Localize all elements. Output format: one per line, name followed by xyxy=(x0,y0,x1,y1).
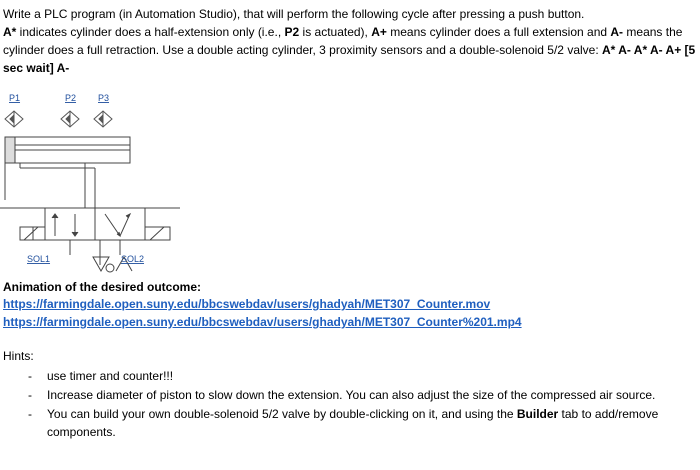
hint-text: Increase diameter of piston to slow down the extension. You can also adjust the size of the compressed air source. xyxy=(47,388,656,402)
bullet-dash: - xyxy=(28,388,32,402)
hint-text: use timer and counter!!! xyxy=(47,369,174,383)
solenoid-label-sol2: SOL2 xyxy=(121,254,145,264)
a-minus-text: means the cylinder does a full retraction. Use a double acting cylinder, 3 proximity sensors and a double-solenoid 5/2 valve: xyxy=(3,25,683,57)
a-star-text-1: indicates cylinder does a half-extension only (i.e., xyxy=(16,25,285,39)
intro-text: Write a PLC program (in Automation Studio), that will perform the following cycle after pressing a push button. xyxy=(3,7,585,21)
solenoid-actuator-left xyxy=(20,227,45,240)
animation-title: Animation of the desired outcome: xyxy=(3,280,202,294)
solenoid-actuator-right xyxy=(145,227,170,240)
proximity-sensor-icon xyxy=(61,111,79,127)
a-plus-text: means cylinder does a full extension and xyxy=(386,25,611,39)
hint-item xyxy=(0,405,690,441)
hint-item xyxy=(0,386,690,404)
builder-tab-name: Builder xyxy=(516,407,559,421)
sensor-label-p3: P3 xyxy=(98,93,110,103)
a-star-label: A* xyxy=(3,25,17,39)
hint-text-before: You can build your own double-solenoid 5/2 valve by double-clicking on it, and using the xyxy=(47,407,517,421)
p2-label: P2 xyxy=(284,25,300,39)
animation-link-mov[interactable]: https://farmingdale.open.suny.edu/bbcswebdav/users/ghadyah/MET307_Counter.mov xyxy=(3,297,491,311)
air-lines xyxy=(0,163,180,208)
hints-title: Hints: xyxy=(3,349,34,363)
pneumatic-circuit-diagram xyxy=(0,90,180,276)
sensor-label-p1: P1 xyxy=(9,93,21,103)
problem-statement xyxy=(3,5,697,77)
bullet-dash: - xyxy=(28,369,32,383)
proximity-sensor-icon xyxy=(5,111,23,127)
sequence-text: A* A- A* A- A+ [5 sec wait] A- xyxy=(3,43,696,75)
hint-text-after: tab to add/remove components. xyxy=(47,407,659,439)
bullet-dash: - xyxy=(28,407,32,421)
animation-link-mp4[interactable]: https://farmingdale.open.suny.edu/bbcswebdav/users/ghadyah/MET307_Counter%201.mp4 xyxy=(3,315,522,329)
double-solenoid-5-2-valve xyxy=(45,208,145,240)
sensor-label-p2: P2 xyxy=(65,93,77,103)
proximity-sensor-icon xyxy=(94,111,112,127)
a-minus-label: A- xyxy=(610,25,624,39)
solenoid-label-sol1: SOL1 xyxy=(27,254,51,264)
a-plus-label: A+ xyxy=(371,25,387,39)
a-star-text-2: is actuated), xyxy=(299,25,372,39)
hints-list xyxy=(0,367,690,442)
hint-item xyxy=(0,367,690,385)
